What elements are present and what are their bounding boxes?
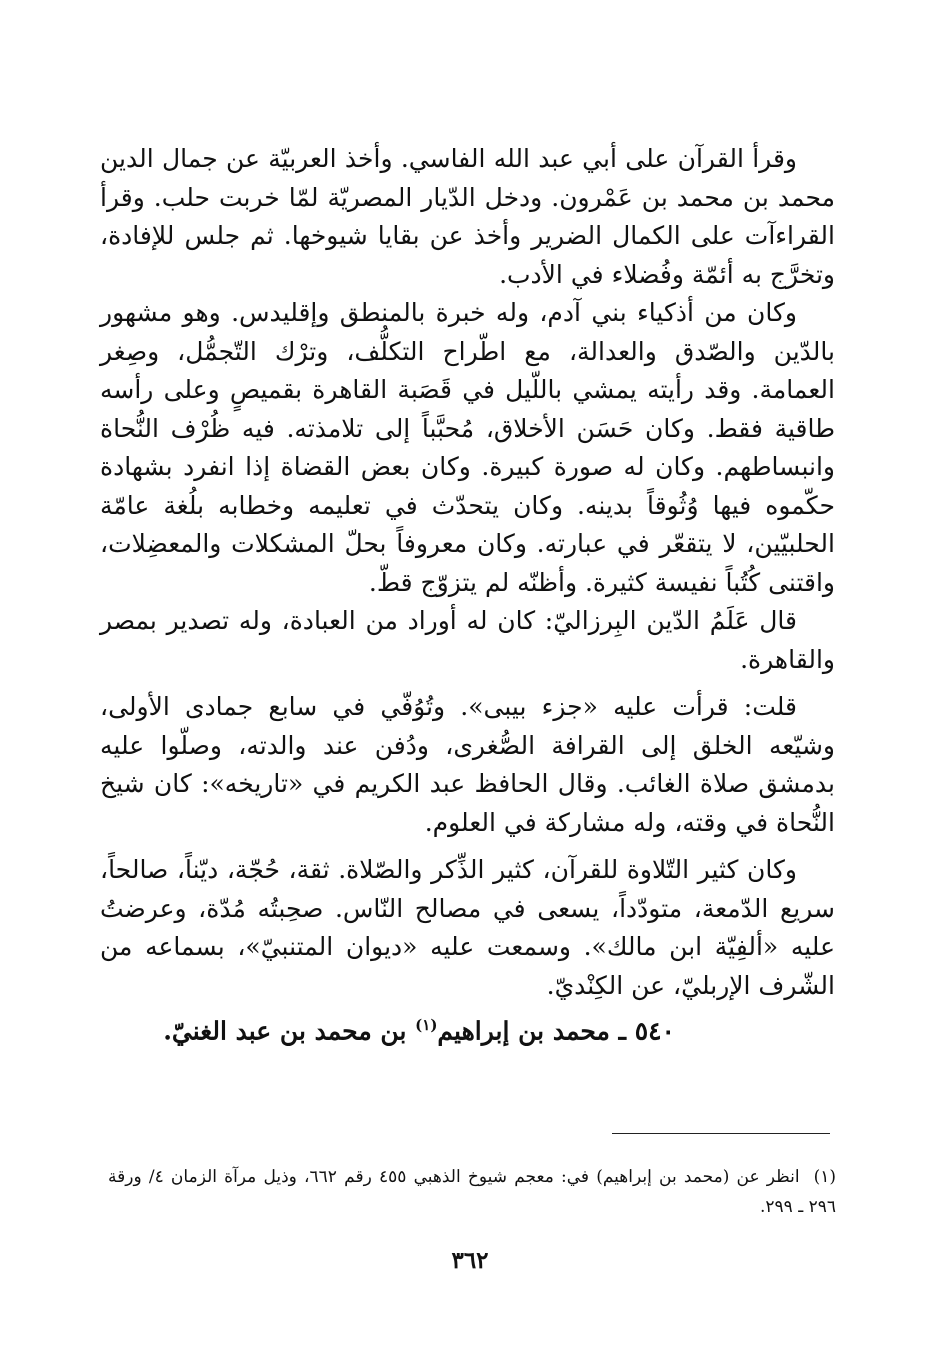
footnote-text: انظر عن (محمد بن إبراهيم) في: معجم شيوخ الذهبي ٤٥٥ رقم ٦٦٢، وذيل مرآة الزمان ٤/ ورقة ٢٩٦ ـ ٢٩٩. bbox=[108, 1167, 836, 1217]
paragraph-gap bbox=[100, 679, 835, 688]
main-text bbox=[100, 140, 835, 1051]
footnote-reference: (١) bbox=[415, 1016, 438, 1034]
paragraph: وكان من أذكياء بني آدم، وله خبرة بالمنطق وإقليدس. وهو مشهور بالدّين والصّدق والعدالة، مع اطّراح التكلُّف، وترْك التّجمُّل، وصِغر العمامة. وقد رأيته يمشي باللّيل في قَصَبة القاهرة بقميصٍ وعلى رأسه طاقية فقط. وكان حَسَن الأخلاق، مُحبَّباً إلى تلامذته. فيه ظُرْف النُّحاة وانبساطهم. وكان له صورة كبيرة. وكان بعض القضاة إذا انفرد بشهادة حكّموه فيها وُثُوقاً بدينه. وكان يتحدّث في تعليمه وخطابه بلُغة عامّة الحلبيّين، لا يتقعّر في عبارته. وكان معروفاً بحلّ المشكلات والمعضِلات، واقتنى كُتُباً نفيسة كثيرة. وأظنّه لم يتزوّج قطّ. bbox=[100, 298, 835, 597]
entry-name: محمد بن إبراهيم bbox=[437, 1016, 610, 1046]
entry-number: ٥٤٠ bbox=[634, 1016, 675, 1046]
page-number: ٣٦٢ bbox=[451, 1247, 489, 1274]
paragraph: وكان كثير التّلاوة للقرآن، كثير الذِّكر والصّلاة. ثقة، حُجّة، ديّناً، صالحاً، سريع الدّمعة، متودّداً، يسعى في مصالح النّاس. صحِبتُه مُدّة، وعرضتُ عليه «ألفِيّة ابن مالك». وسمعت عليه «ديوان المتنبيّ»، بسماعه من الشّرف الإربليّ، عن الكِنْديّ. bbox=[100, 855, 835, 1000]
entry-dash: ـ bbox=[618, 1016, 626, 1046]
footnote-number: (١) bbox=[813, 1167, 837, 1187]
paragraph: وقرأ القرآن على أبي عبد الله الفاسي. وأخذ العربيّة عن جمال الدين محمد بن محمد بن عَمْرون. ودخل الدّيار المصريّة لمّا خربت حلب. وقرأ القراءآت على الكمال الضرير وأخذ عن بقايا شيوخها. ثم جلس للإفادة، وتخرَّج به أئمّة وفُضلاء في الأدب. bbox=[100, 144, 835, 289]
paragraph-gap bbox=[100, 842, 835, 851]
footnote-separator bbox=[612, 1133, 830, 1134]
footnote bbox=[108, 1162, 836, 1222]
paragraph: قال عَلَمُ الدّين البِرزاليّ: كان له أوراد من العبادة، وله تصدير بمصر والقاهرة. bbox=[100, 606, 835, 674]
entry-name-continued: بن محمد بن عبد الغنيّ. bbox=[163, 1016, 407, 1046]
entry-heading bbox=[100, 1005, 835, 1051]
paragraph: قلت: قرأت عليه «جزء بيبى». وتُوُفّي في سابع جمادى الأولى، وشيّعه الخلق إلى القرافة الصُّغرى، ودُفن عند والدته، وصلّوا عليه بدمشق صلاة الغائب. وقال الحافظ عبد الكريم في «تاريخه»: كان شيخ النُّحاة في وقته، وله مشاركة في العلوم. bbox=[100, 692, 835, 837]
